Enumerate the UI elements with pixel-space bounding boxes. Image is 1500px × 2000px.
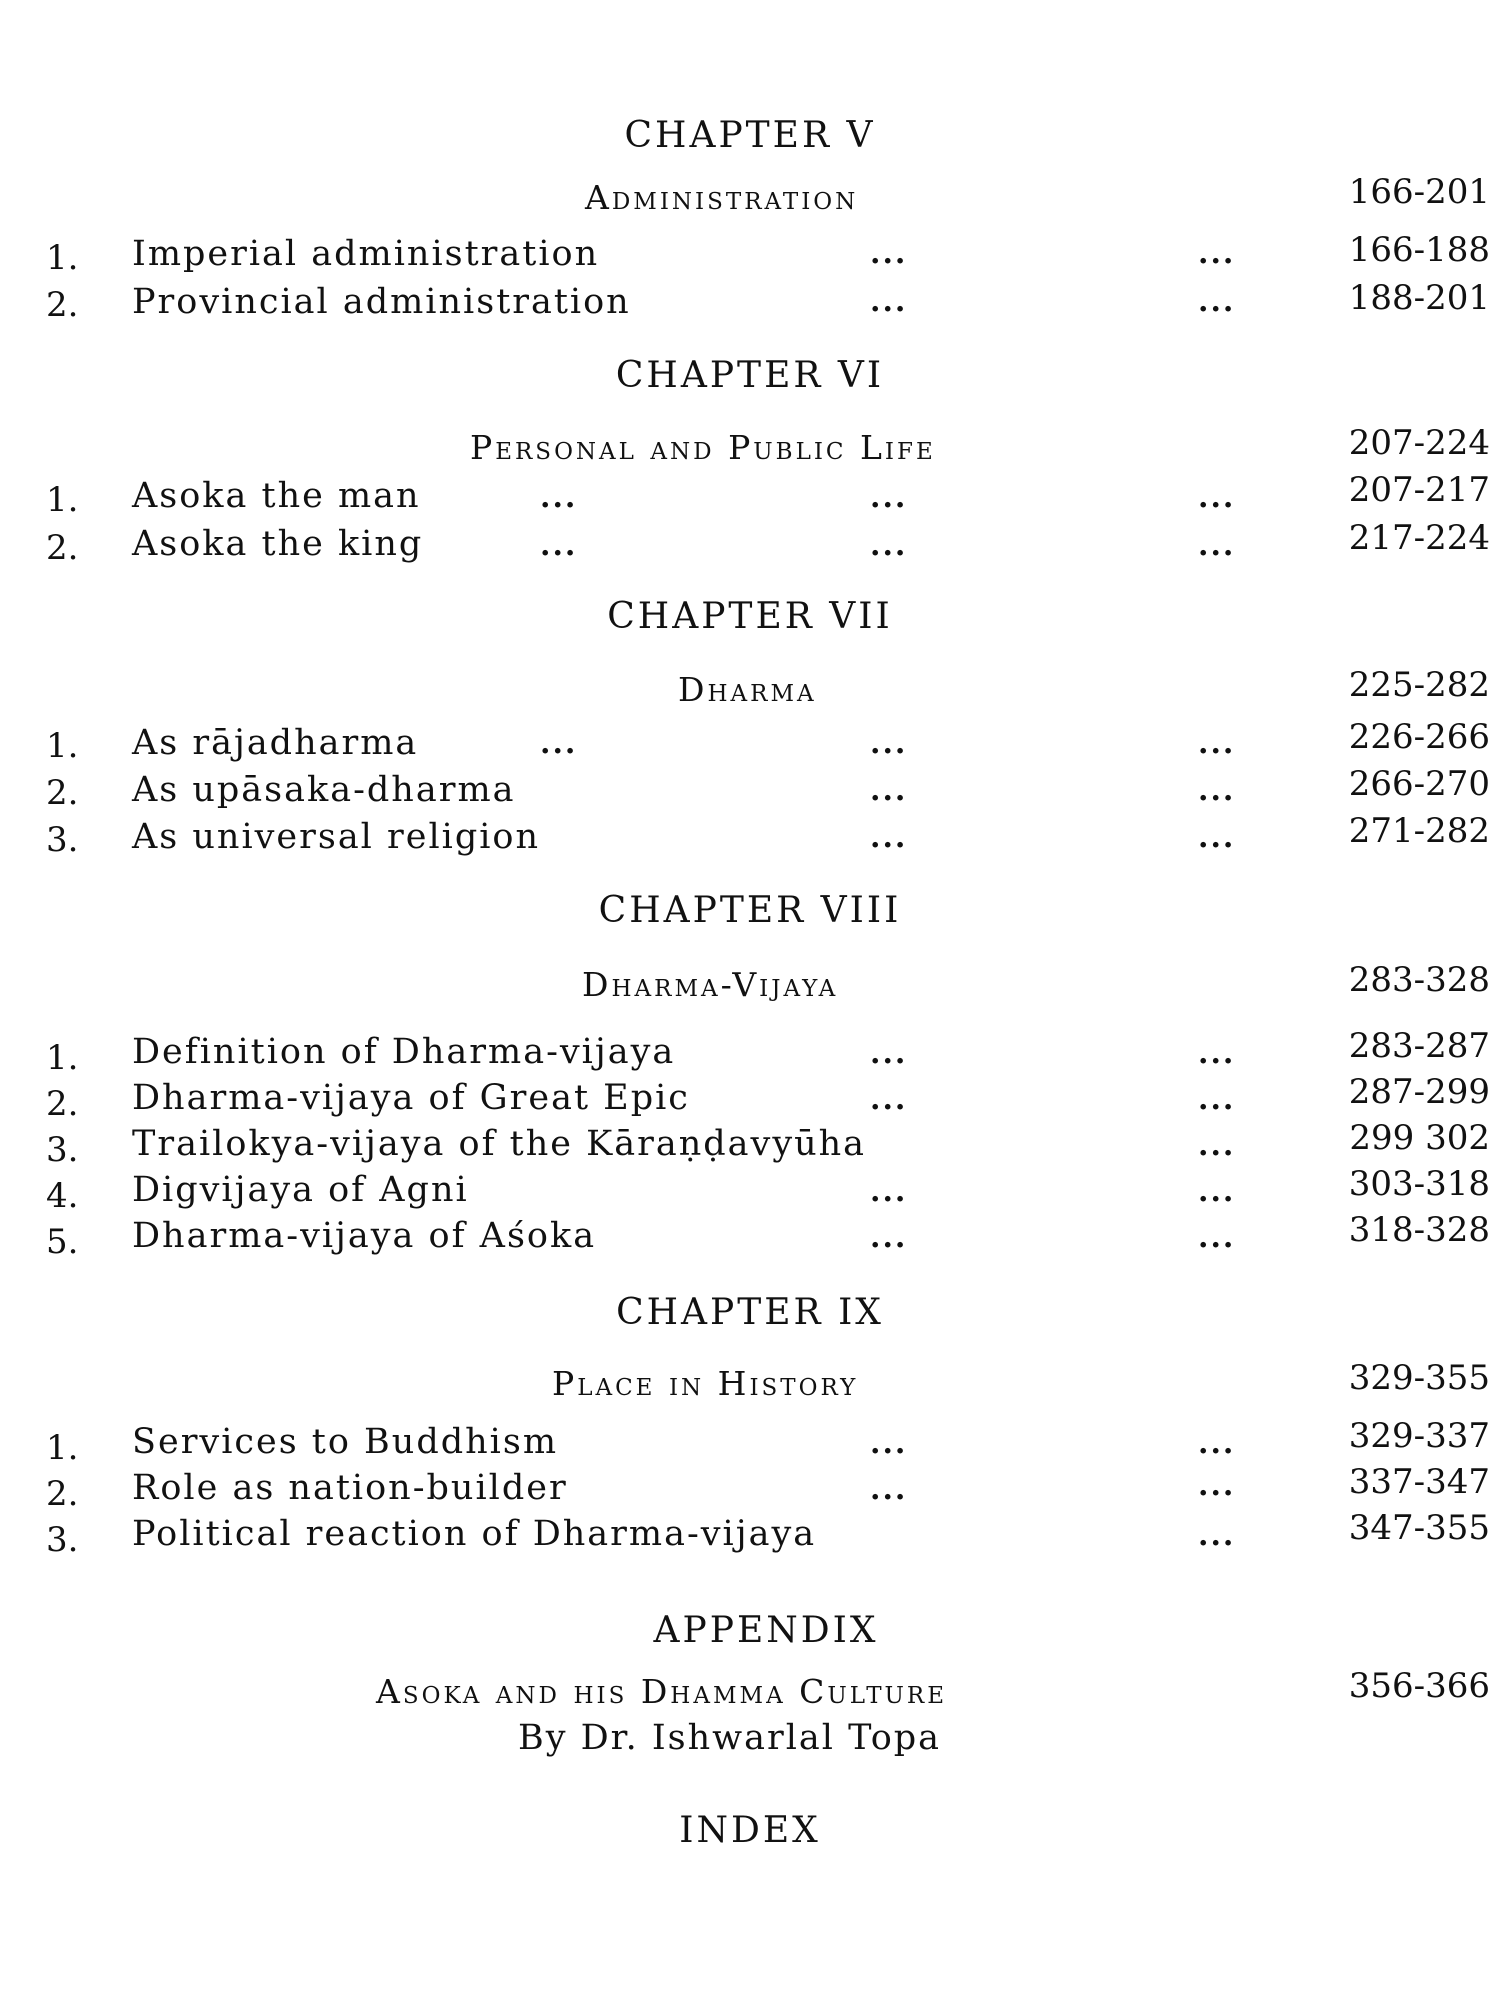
entry-title: As upāsaka-dharma	[132, 770, 516, 810]
chapter-subtitle: Place in History	[552, 1364, 859, 1403]
entry-title: As universal religion	[132, 817, 541, 857]
entry-number: 2.	[46, 1084, 79, 1124]
chapter-pages: 329-355	[1348, 1358, 1490, 1398]
chapter-heading: CHAPTER VII	[607, 596, 893, 637]
dot-leader: ...	[1198, 236, 1236, 271]
entry-title: Asoka the king	[132, 524, 424, 564]
dot-leader: ...	[870, 1220, 908, 1255]
appendix-pages: 356-366	[1348, 1666, 1490, 1706]
chapter-heading: CHAPTER IX	[616, 1292, 884, 1333]
chapter-heading: CHAPTER V	[624, 115, 876, 156]
entry-number: 3.	[46, 1130, 79, 1170]
entry-pages: 287-299	[1348, 1072, 1490, 1112]
chapter-pages: 225-282	[1348, 665, 1490, 705]
entry-title: Digvijaya of Agni	[132, 1170, 469, 1210]
dot-leader: ...	[870, 1426, 908, 1461]
entry-pages: 266-270	[1348, 764, 1490, 804]
entry-number: 4.	[46, 1176, 79, 1216]
entry-number: 2.	[46, 773, 79, 813]
dot-leader: ...	[870, 820, 908, 855]
appendix-author: By Dr. Ishwarlal Topa	[518, 1718, 942, 1758]
dot-leader: ...	[1198, 820, 1236, 855]
dot-leader: ...	[870, 284, 908, 319]
entry-pages: 318-328	[1348, 1210, 1490, 1250]
entry-pages: 207-217	[1348, 470, 1490, 510]
dot-leader: ...	[1198, 773, 1236, 808]
dot-leader: ...	[870, 1082, 908, 1117]
dot-leader: ...	[1198, 1174, 1236, 1209]
entry-pages: 271-282	[1348, 811, 1490, 851]
dot-leader: ...	[540, 480, 578, 515]
dot-leader: ...	[1198, 1082, 1236, 1117]
entry-pages: 283-287	[1348, 1026, 1490, 1066]
entry-title: Political reaction of Dharma-vijaya	[132, 1514, 817, 1554]
entry-number: 1.	[46, 480, 79, 520]
chapter-subtitle: Administration	[585, 178, 859, 217]
entry-pages: 188-201	[1348, 278, 1490, 318]
chapter-pages: 207-224	[1348, 423, 1490, 463]
dot-leader: ...	[1198, 1036, 1236, 1071]
dot-leader: ...	[1198, 1468, 1236, 1503]
entry-pages: 337-347	[1348, 1462, 1490, 1502]
entry-pages: 347-355	[1348, 1508, 1490, 1548]
dot-leader: ...	[870, 1036, 908, 1071]
entry-title: Dharma-vijaya of Aśoka	[132, 1216, 597, 1256]
chapter-subtitle: Personal and Public Life	[470, 428, 936, 467]
entry-number: 3.	[46, 820, 79, 860]
entry-number: 2.	[46, 528, 79, 568]
entry-title: Services to Buddhism	[132, 1422, 559, 1462]
entry-pages: 329-337	[1348, 1416, 1490, 1456]
entry-title: As rājadharma	[132, 723, 419, 763]
entry-number: 1.	[46, 238, 79, 278]
entry-title: Definition of Dharma-vijaya	[132, 1032, 676, 1072]
chapter-pages: 166-201	[1348, 172, 1490, 212]
entry-number: 2.	[46, 1474, 79, 1514]
entry-pages: 226-266	[1348, 717, 1490, 757]
dot-leader: ...	[1198, 1220, 1236, 1255]
entry-number: 2.	[46, 285, 79, 325]
entry-title: Imperial administration	[132, 234, 600, 274]
appendix-heading: APPENDIX	[653, 1610, 879, 1651]
dot-leader: ...	[540, 726, 578, 761]
chapter-heading: CHAPTER VIII	[598, 890, 902, 931]
index-heading: INDEX	[679, 1810, 821, 1851]
entry-title: Trailokya-vijaya of the Kāraṇḍavyūha	[132, 1124, 867, 1164]
entry-title: Provincial administration	[132, 282, 631, 322]
chapter-pages: 283-328	[1348, 960, 1490, 1000]
entry-pages: 166-188	[1348, 230, 1490, 270]
chapter-subtitle: Dharma	[678, 670, 817, 709]
chapter-heading: CHAPTER VI	[615, 355, 885, 396]
entry-pages: 299 302	[1349, 1118, 1490, 1158]
entry-title: Role as nation-builder	[132, 1468, 568, 1508]
dot-leader: ...	[870, 236, 908, 271]
dot-leader: ...	[1198, 528, 1236, 563]
dot-leader: ...	[540, 528, 578, 563]
entry-number: 1.	[46, 726, 79, 766]
dot-leader: ...	[870, 528, 908, 563]
dot-leader: ...	[1198, 726, 1236, 761]
appendix-subtitle: Asoka and his Dhamma Culture	[376, 1672, 948, 1711]
dot-leader: ...	[870, 1472, 908, 1507]
entry-number: 1.	[46, 1038, 79, 1078]
dot-leader: ...	[1198, 480, 1236, 515]
entry-number: 1.	[46, 1428, 79, 1468]
dot-leader: ...	[1198, 284, 1236, 319]
dot-leader: ...	[870, 726, 908, 761]
dot-leader: ...	[1198, 1426, 1236, 1461]
dot-leader: ...	[870, 480, 908, 515]
entry-title: Asoka the man	[132, 476, 421, 516]
entry-number: 3.	[46, 1520, 79, 1560]
entry-title: Dharma-vijaya of Great Epic	[132, 1078, 690, 1118]
dot-leader: ...	[1198, 1128, 1236, 1163]
chapter-subtitle: Dharma-Vijaya	[582, 965, 839, 1004]
dot-leader: ...	[870, 1174, 908, 1209]
entry-pages: 303-318	[1348, 1164, 1490, 1204]
dot-leader: ...	[870, 773, 908, 808]
entry-pages: 217-224	[1348, 518, 1490, 558]
entry-number: 5.	[46, 1222, 79, 1262]
dot-leader: ...	[1198, 1518, 1236, 1553]
